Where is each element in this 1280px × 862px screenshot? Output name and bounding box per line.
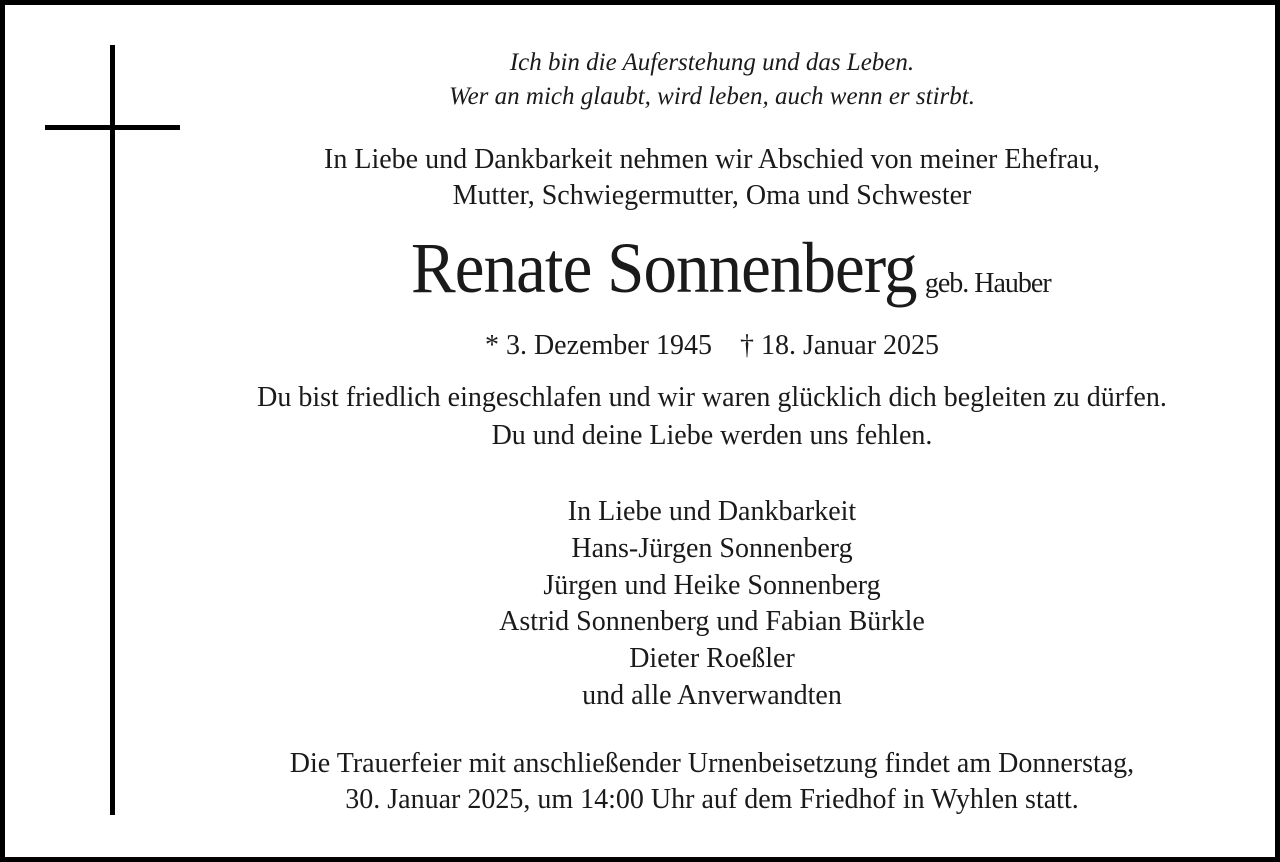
death-date: † 18. Januar 2025	[739, 330, 940, 361]
intro-line-2: Mutter, Schwiegermutter, Oma und Schwester	[452, 180, 972, 211]
deceased-name-block	[150, 228, 1274, 308]
message-line-1: Du bist friedlich eingeschlafen und wir waren glücklich dich begleiten zu dürfen.	[257, 382, 1167, 413]
verse-line-1: Ich bin die Auferstehung und das Leben.	[509, 49, 915, 76]
mourner-line: Dieter Roeßler	[629, 643, 795, 674]
funeral-line-1: Die Trauerfeier mit anschließender Urnenbeisetzung findet am Donnerstag,	[289, 748, 1135, 779]
birth-date: * 3. Dezember 1945	[484, 330, 712, 361]
verse-line-2: Wer an mich glaubt, wird leben, auch wenn er stirbt.	[449, 83, 975, 110]
cross-horizontal-bar	[45, 125, 180, 130]
message-line-2: Du und deine Liebe werden uns fehlen.	[491, 420, 933, 451]
intro-line-1: In Liebe und Dankbarkeit nehmen wir Abschied von meiner Ehefrau,	[324, 144, 1100, 175]
mourner-line: Jürgen und Heike Sonnenberg	[543, 570, 881, 601]
deceased-name: Renate Sonnenberg	[411, 228, 917, 308]
maiden-name: geb. Hauber	[924, 268, 1051, 299]
mourner-line: In Liebe und Dankbarkeit	[567, 496, 857, 527]
cross-vertical-bar	[110, 45, 115, 815]
mourner-line: Astrid Sonnenberg und Fabian Bürkle	[499, 606, 925, 637]
mourner-line: Hans-Jürgen Sonnenberg	[571, 533, 853, 564]
funeral-line-2: 30. Januar 2025, um 14:00 Uhr auf dem Friedhof in Wyhlen statt.	[345, 784, 1079, 815]
mourner-line: und alle Anverwandten	[582, 680, 842, 711]
life-dates	[150, 332, 1274, 360]
